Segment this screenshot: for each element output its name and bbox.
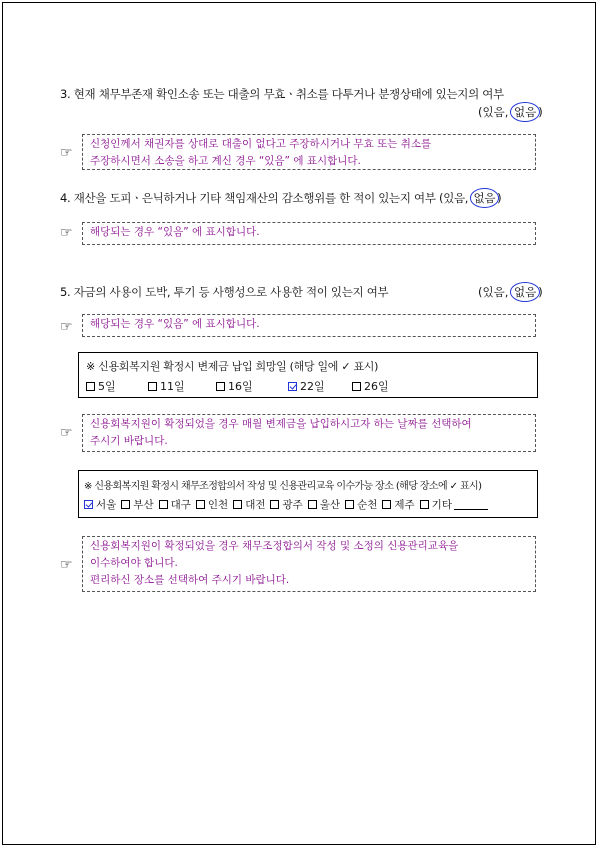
pointing-hand-icon: ☞ [60,425,73,441]
checkbox[interactable] [233,500,242,509]
question-5-selected-answer[interactable]: 없음 [510,282,540,302]
pointing-hand-icon: ☞ [60,557,73,573]
other-location-blank[interactable] [454,500,488,510]
location-option[interactable]: 순천 [345,497,377,512]
checkbox[interactable] [352,382,361,391]
location-note: 신용회복지원이 확정되었을 경우 채무조정합의서 작성 및 소정의 신용관리교육을 이수하여야 합니다. 편리하신 장소를 선택하여 주시기 바랍니다. [82,536,536,592]
location-option[interactable]: 부산 [121,497,153,512]
question-4-selected-answer[interactable]: 없음 [470,188,500,208]
checkbox[interactable] [382,500,391,509]
checkbox-checked[interactable] [288,382,297,391]
checkbox[interactable] [308,500,317,509]
question-3-selected-answer[interactable]: 없음 [510,102,540,122]
payment-day-options [86,378,412,394]
checkbox[interactable] [148,382,157,391]
checkbox[interactable] [270,500,279,509]
payment-day-option[interactable]: 26일 [352,378,412,394]
question-3-options: (있음, 없음 ) [478,104,543,120]
pointing-hand-icon: ☞ [60,225,73,241]
payment-day-title: ※ 신용회복지원 확정시 변제금 납입 희망일 (해당 일에 ✓ 표시) [86,360,379,373]
checkbox-checked[interactable] [84,500,93,509]
payment-day-option[interactable]: 5일 [86,378,148,394]
location-option[interactable]: 기타 [420,497,488,512]
location-options [84,497,488,512]
question-4-note: 해당되는 경우 “있음” 에 표시합니다. [82,222,536,245]
payment-day-option[interactable]: 11일 [148,378,216,394]
location-option[interactable]: 제주 [382,497,414,512]
payment-day-option[interactable]: 16일 [216,378,288,394]
checkbox[interactable] [420,500,429,509]
payment-day-option[interactable]: 22일 [288,378,352,394]
question-5-note: 해당되는 경우 “있음” 에 표시합니다. [82,314,536,337]
question-5-text: 5. 자금의 사용이 도박, 투기 등 사행성으로 사용한 적이 있는지 여부 [60,285,389,299]
location-option[interactable]: 대구 [159,497,191,512]
pointing-hand-icon: ☞ [60,145,73,161]
question-3-note: 신청인께서 채권자를 상대로 대출이 없다고 주장하시거나 무효 또는 취소를 주장하시면서 소송을 하고 계신 경우 “있음” 에 표시합니다. [82,134,536,170]
checkbox[interactable] [159,500,168,509]
payment-day-note: 신용회복지원이 확정되었을 경우 매월 변제금을 납입하시고자 하는 날짜를 선택하여 주시기 바랍니다. [82,414,536,452]
pointing-hand-icon: ☞ [60,319,73,335]
checkbox[interactable] [86,382,95,391]
location-option[interactable]: 광주 [270,497,302,512]
location-option[interactable]: 서울 [84,497,116,512]
checkbox[interactable] [345,500,354,509]
checkbox[interactable] [121,500,130,509]
location-option[interactable]: 대전 [233,497,265,512]
checkbox[interactable] [216,382,225,391]
location-option[interactable]: 인천 [196,497,228,512]
location-option[interactable]: 울산 [308,497,340,512]
checkbox[interactable] [196,500,205,509]
question-4-text: 4. 재산을 도피ㆍ은닉하거나 기타 책임재산의 감소행위를 한 적이 있는지 여부 (있음, 없음 ) [60,190,501,206]
question-5-options: (있음, 없음 ) [478,284,543,300]
location-title: ※ 신용회복지원 확정시 채무조정합의서 작성 및 신용관리교육 이수가능 장소 (해당 장소에 ✓ 표시) [84,481,482,492]
question-3-text: 3. 현재 채무부존재 확인소송 또는 대출의 무효ㆍ취소를 다투거나 분쟁상태에 있는지의 여부 [60,87,504,101]
